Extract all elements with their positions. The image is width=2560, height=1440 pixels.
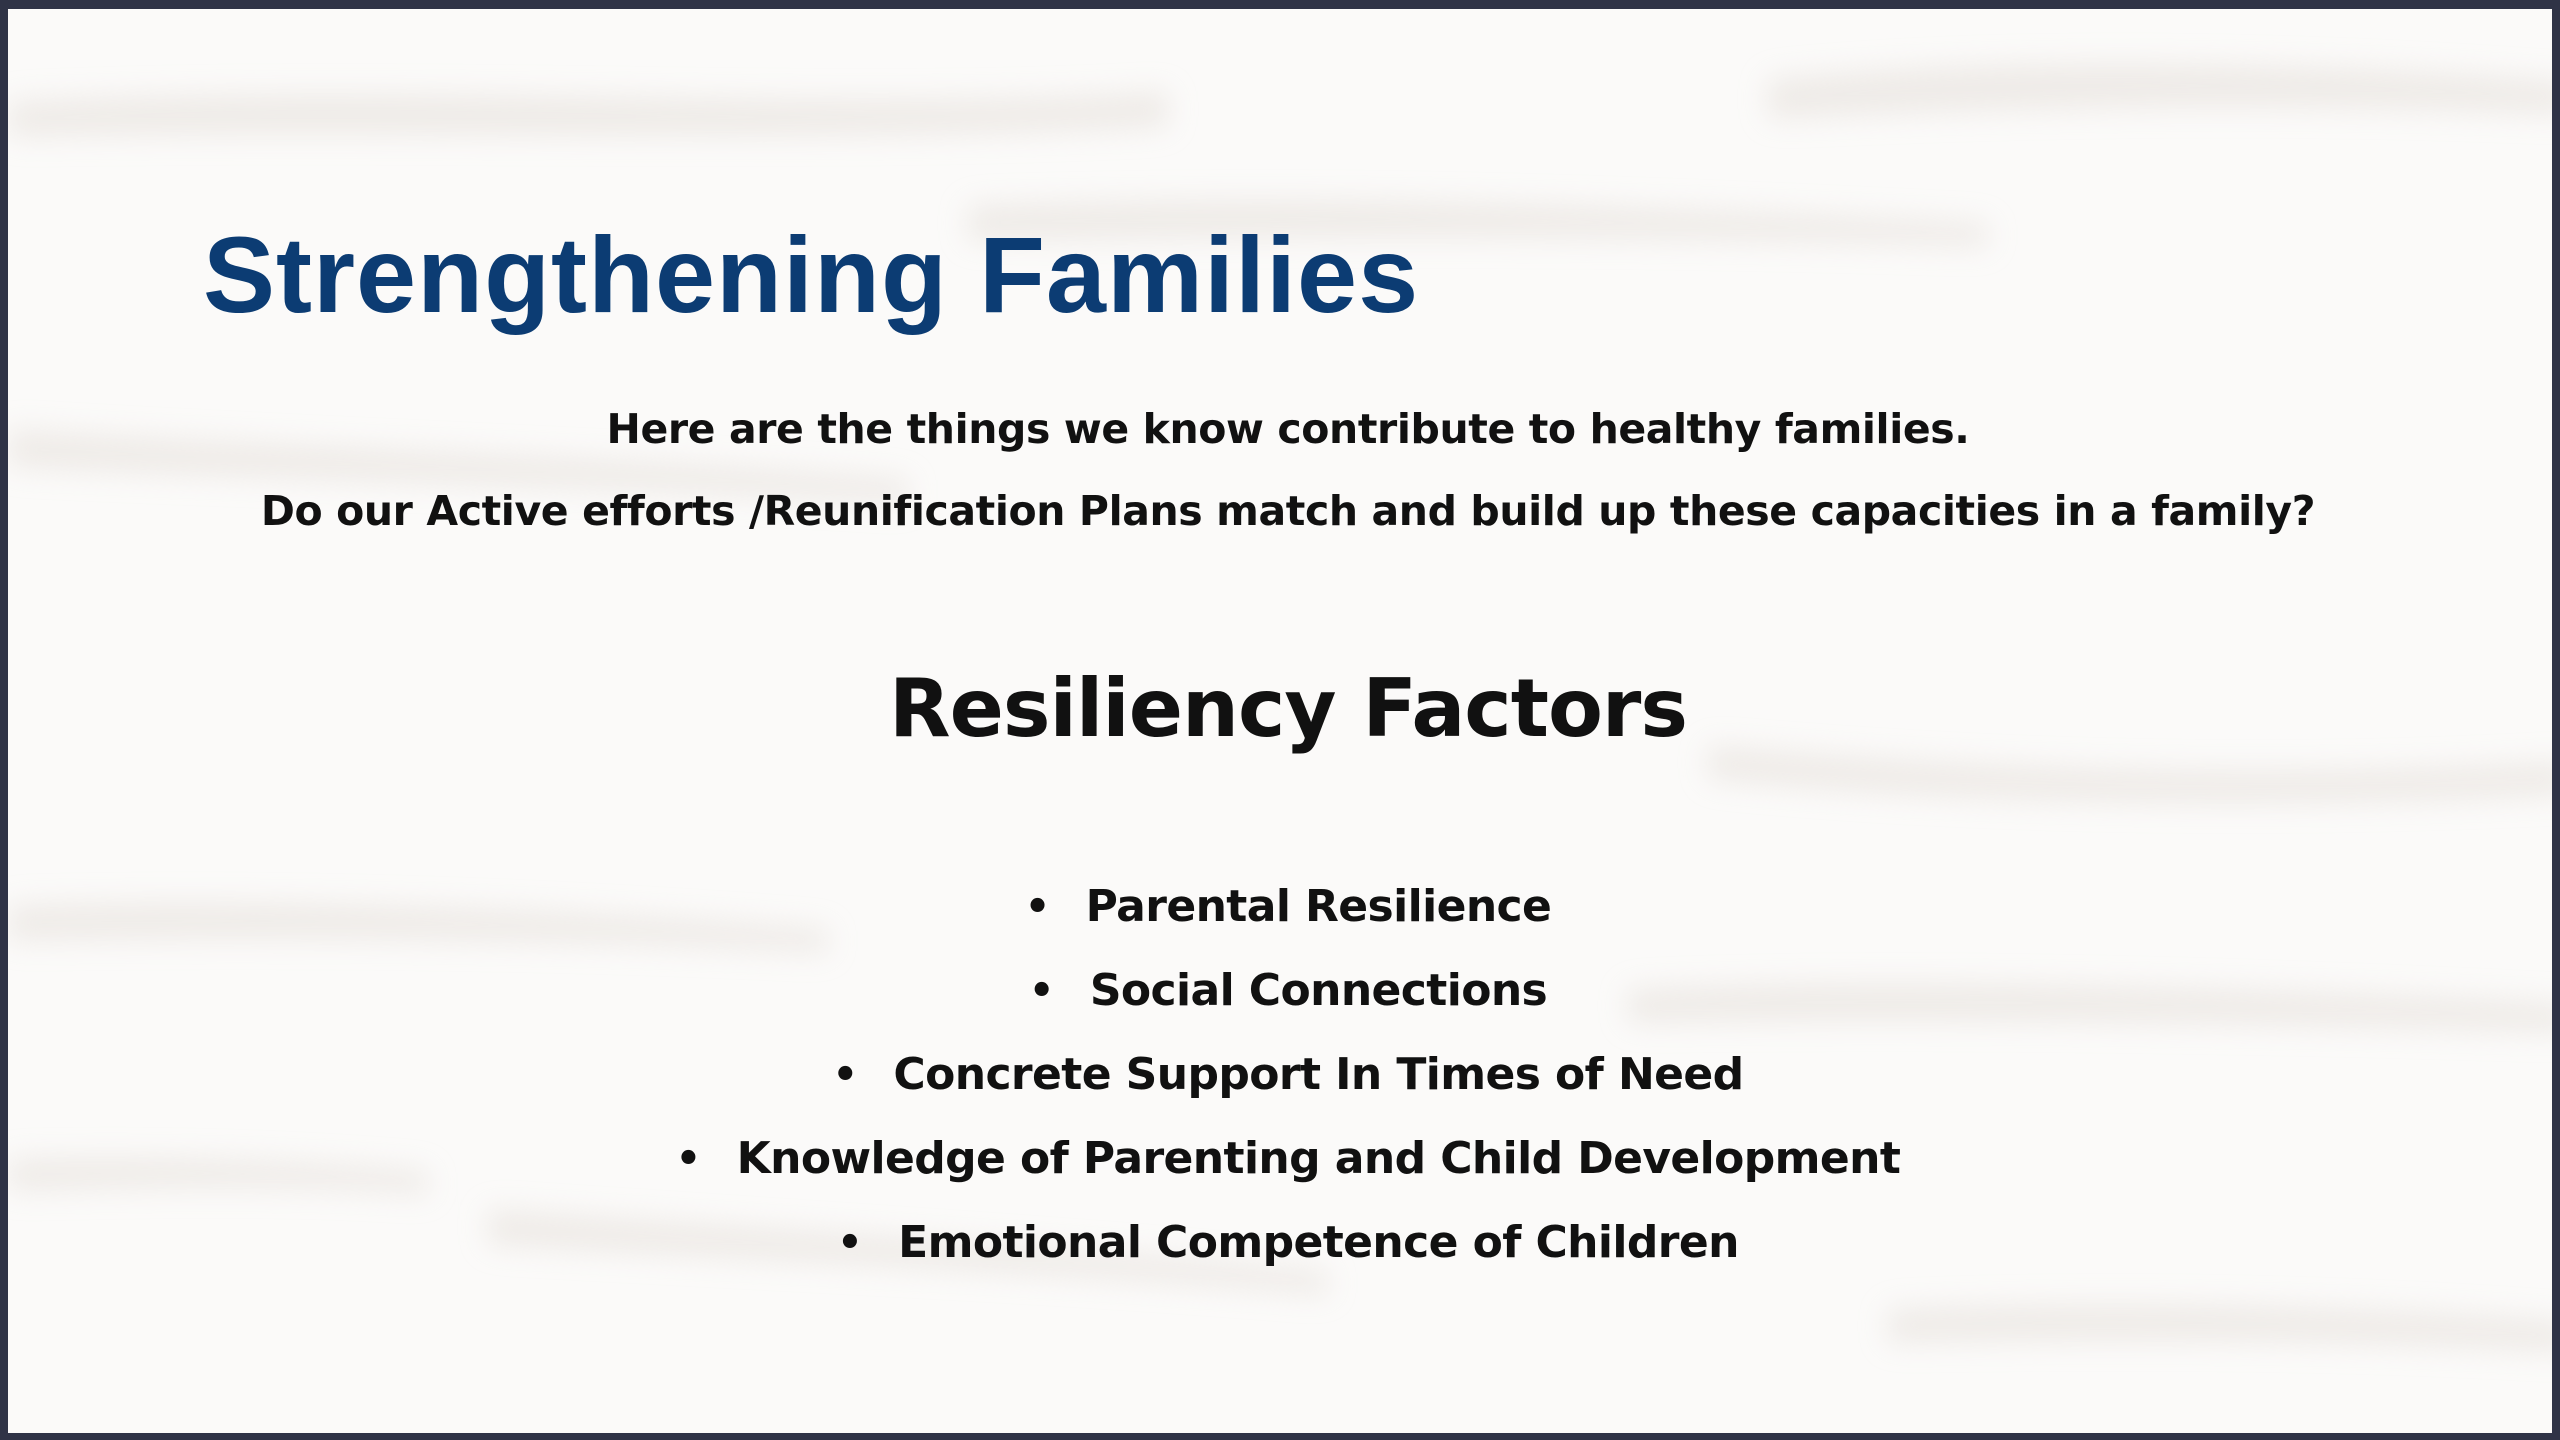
section-heading: Resiliency Factors xyxy=(888,662,1687,755)
list-item xyxy=(8,873,2560,957)
bullet-icon: • xyxy=(1024,884,1050,930)
factor-label: Knowledge of Parenting and Child Development xyxy=(736,1133,1901,1184)
factor-label: Concrete Support In Times of Need xyxy=(893,1049,1744,1100)
intro-line-2: Do our Active efforts /Reunification Plans match and build up these capacities in a family? xyxy=(260,487,2316,535)
factor-label: Social Connections xyxy=(1089,965,1548,1016)
brush-stroke xyxy=(8,91,1168,137)
brush-stroke xyxy=(1888,1304,2560,1353)
resiliency-factors-list xyxy=(8,873,2560,1293)
bullet-icon: • xyxy=(1028,968,1054,1014)
list-item xyxy=(8,957,2560,1041)
list-item xyxy=(8,1125,2560,1209)
bullet-icon: • xyxy=(675,1136,701,1182)
bullet-icon: • xyxy=(837,1220,863,1266)
brush-stroke xyxy=(1768,63,2560,119)
intro-line-1: Here are the things we know contribute to healthy families. xyxy=(606,405,1970,453)
factor-label: Parental Resilience xyxy=(1085,881,1552,932)
slide-title: Strengthening Families xyxy=(203,214,1420,335)
bullet-icon: • xyxy=(832,1052,858,1098)
factor-label: Emotional Competence of Children xyxy=(898,1217,1739,1268)
list-item xyxy=(8,1209,2560,1293)
list-item xyxy=(8,1041,2560,1125)
